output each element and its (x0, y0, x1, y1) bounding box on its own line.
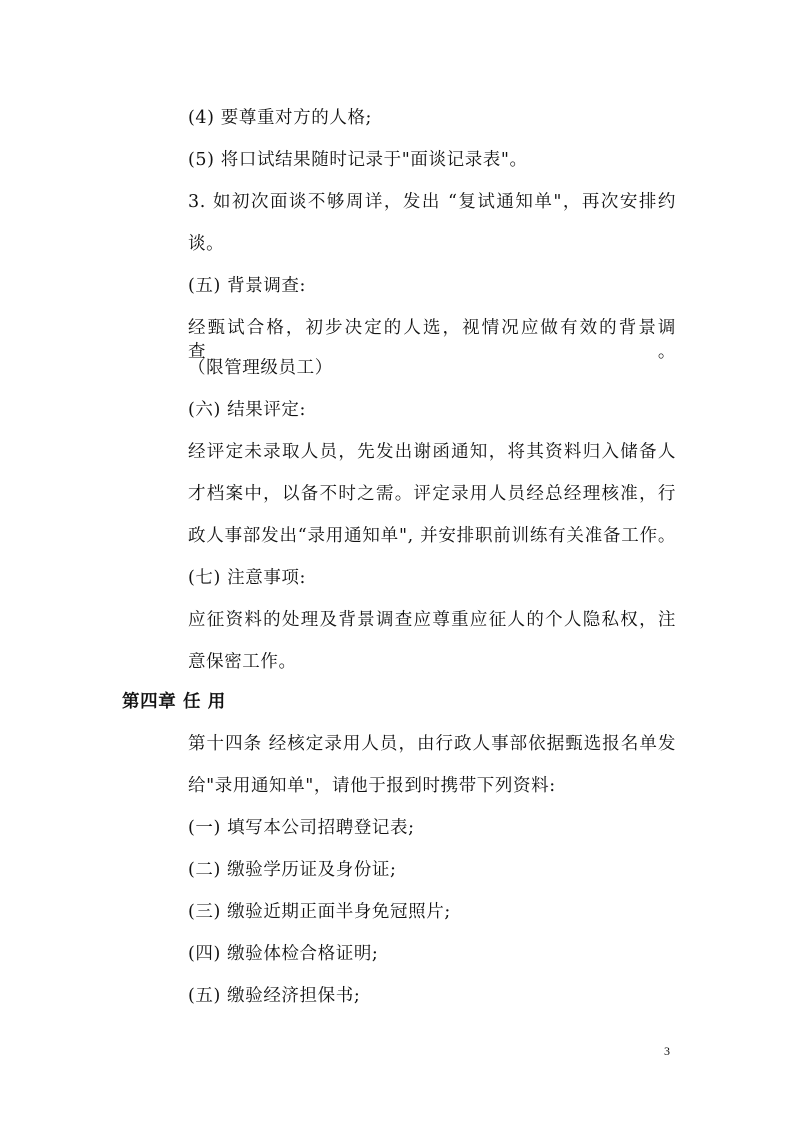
text-line-evaluation-2: 才档案中，以备不时之需。评定录用人员经总经理核准，行 (188, 484, 676, 504)
list-item-guarantee: (五) 缴验经济担保书; (188, 986, 361, 1006)
text-line-reinterview-cont: 谈。 (188, 234, 225, 254)
text-line-evaluation-3: 政人事部发出“录用通知单", 并安排职前训练有关准备工作。 (188, 526, 676, 546)
text-line-confidential: 意保密工作。 (188, 652, 297, 672)
list-item-registration-form: (一) 填写本公司招聘登记表; (188, 818, 415, 838)
list-item-photo: (三) 缴验近期正面半身免冠照片; (188, 902, 451, 922)
list-item-health-certificate: (四) 缴验体检合格证明; (188, 944, 379, 964)
text-line-record-results: (5) 将口试结果随时记录于"面谈记录表"。 (188, 150, 528, 170)
text-line-evaluation-1: 经评定未录取人员，先发出谢函通知，将其资料归入储备人 (188, 442, 676, 462)
text-line-background-check: 经甄试合格，初步决定的人选，视情况应做有效的背景调查。 (188, 318, 676, 362)
text-line-privacy: 应征资料的处理及背景调查应尊重应征人的个人隐私权，注 (188, 610, 676, 630)
article-fourteen-line-2: 给"录用通知单"，请他于报到时携带下列资料: (188, 776, 556, 796)
chapter-heading: 第四章 任 用 (122, 692, 226, 712)
section-background-check: (五) 背景调查: (188, 276, 307, 296)
article-fourteen-line-1: 第十四条 经核定录用人员，由行政人事部依据甄选报名单发 (188, 734, 676, 754)
text-line-management-only: （限管理级员工） (188, 358, 333, 378)
list-item-diploma-id: (二) 缴验学历证及身份证; (188, 860, 397, 880)
text-line-reinterview: 3. 如初次面谈不够周详，发出 “复试通知单"，再次安排约 (188, 192, 676, 212)
page-number: 3 (664, 1044, 670, 1058)
text-line-respect: (4) 要尊重对方的人格; (188, 108, 373, 128)
section-result-evaluation: (六) 结果评定: (188, 400, 307, 420)
section-notes: (七) 注意事项: (188, 568, 307, 588)
